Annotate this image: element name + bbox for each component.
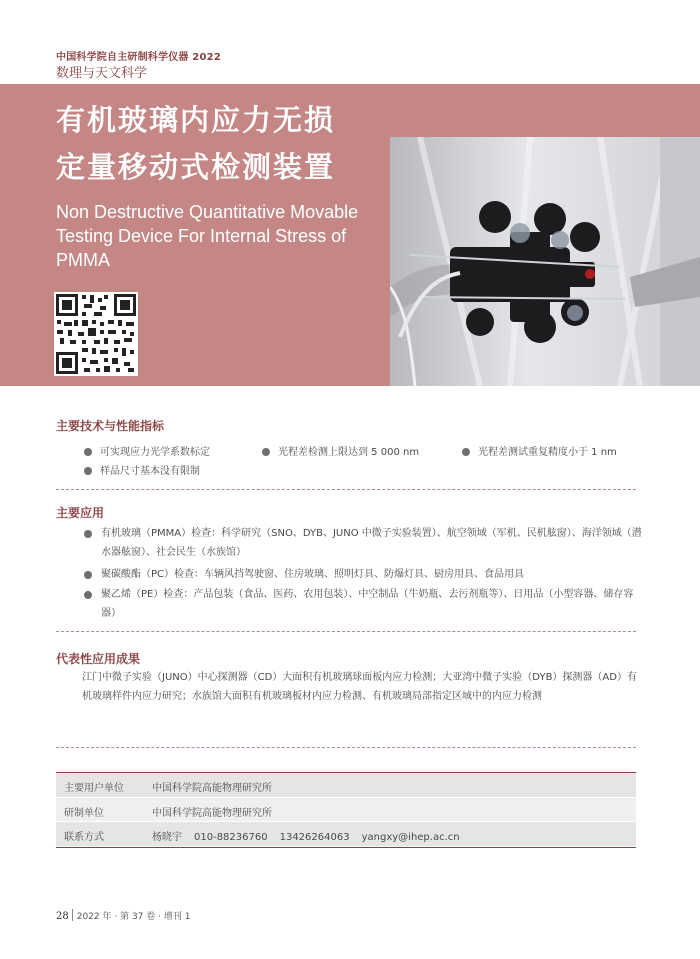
info-row-developer — [56, 798, 636, 823]
spec-item: 光程差测试重复精度小于 1 nm — [462, 443, 617, 458]
info-table — [56, 772, 636, 848]
info-label: 研制单位 — [64, 807, 104, 819]
series-title: 中国科学院自主研制科学仪器 2022 — [56, 52, 221, 63]
bullet-icon — [84, 530, 92, 538]
contact-details — [152, 828, 472, 843]
divider — [56, 747, 636, 748]
category-label: 数理与天文科学 — [56, 66, 148, 81]
bullet-icon — [84, 571, 92, 579]
bullet-icon — [262, 448, 270, 456]
application-item: 有机玻璃（PMMA）检查：科学研究（SNO、DYB、JUNO 中微子实验装置）、航空领域（军机、民机舷窗）、海洋领域（潜水器舷窗）、社会民生（水族馆） — [84, 525, 644, 562]
specs-heading: 主要技术与性能指标 — [56, 419, 165, 433]
contact-name: 杨晓宇 — [152, 832, 182, 843]
divider — [56, 631, 636, 632]
device-photo — [390, 137, 700, 386]
applications-heading: 主要应用 — [56, 506, 105, 520]
info-value: 中国科学院高能物理研究所 — [152, 807, 272, 819]
info-label: 主要用户单位 — [64, 783, 124, 794]
info-row-contact — [56, 822, 636, 847]
issue-info: 2022 年 · 第 37 卷 · 增刊 1 — [76, 912, 191, 922]
info-label: 联系方式 — [64, 832, 104, 843]
contact-mobile[interactable]: 13426264063 — [279, 832, 350, 843]
title-cn-line1: 有机玻璃内应力无损 — [56, 103, 336, 137]
bullet-icon — [84, 591, 92, 599]
info-value: 中国科学院高能物理研究所 — [152, 783, 272, 794]
page-number: 28 — [56, 911, 69, 922]
bullet-icon — [84, 448, 92, 456]
divider — [56, 489, 636, 490]
spec-item: 可实现应力光学系数标定 — [84, 443, 210, 458]
qr-code[interactable] — [54, 292, 138, 376]
page-footer — [56, 909, 190, 922]
bullet-icon — [462, 448, 470, 456]
title-en: Non Destructive Quantitative Movable Testing Device For Internal Stress of PMMA — [56, 202, 359, 270]
bullet-icon — [84, 467, 92, 475]
results-heading: 代表性应用成果 — [56, 652, 141, 666]
application-item: 聚乙烯（PE）检查：产品包装（食品、医药、农用包装）、中空制品（牛奶瓶、去污剂瓶等）、日用品（小型容器、储存容器） — [84, 586, 644, 623]
application-item: 聚碳酸酯（PC）检查：车辆风挡驾驶窗、住房玻璃、照明灯具、防爆灯具、厨房用具、食品用具 — [84, 566, 644, 585]
contact-email[interactable]: yangxy@ihep.ac.cn — [361, 832, 460, 843]
footer-divider — [72, 909, 73, 921]
info-row-users — [56, 773, 636, 798]
spec-item: 光程差检测上限达到 5 000 nm — [262, 443, 419, 458]
title-cn-line2: 定量移动式检测装置 — [56, 150, 336, 184]
contact-phone[interactable]: 010-88236760 — [194, 832, 268, 843]
spec-item: 样品尺寸基本没有限制 — [84, 462, 200, 477]
results-text: 江门中微子实验（JUNO）中心探测器（CD）大面积有机玻璃球面板内应力检测；大亚湾中微子实验（DYB）探测器（AD）有机玻璃样件内应力研究；水族馆大面积有机玻璃板材内应力检测、有机玻璃局部指定区域中的内应力检测 — [82, 672, 637, 702]
